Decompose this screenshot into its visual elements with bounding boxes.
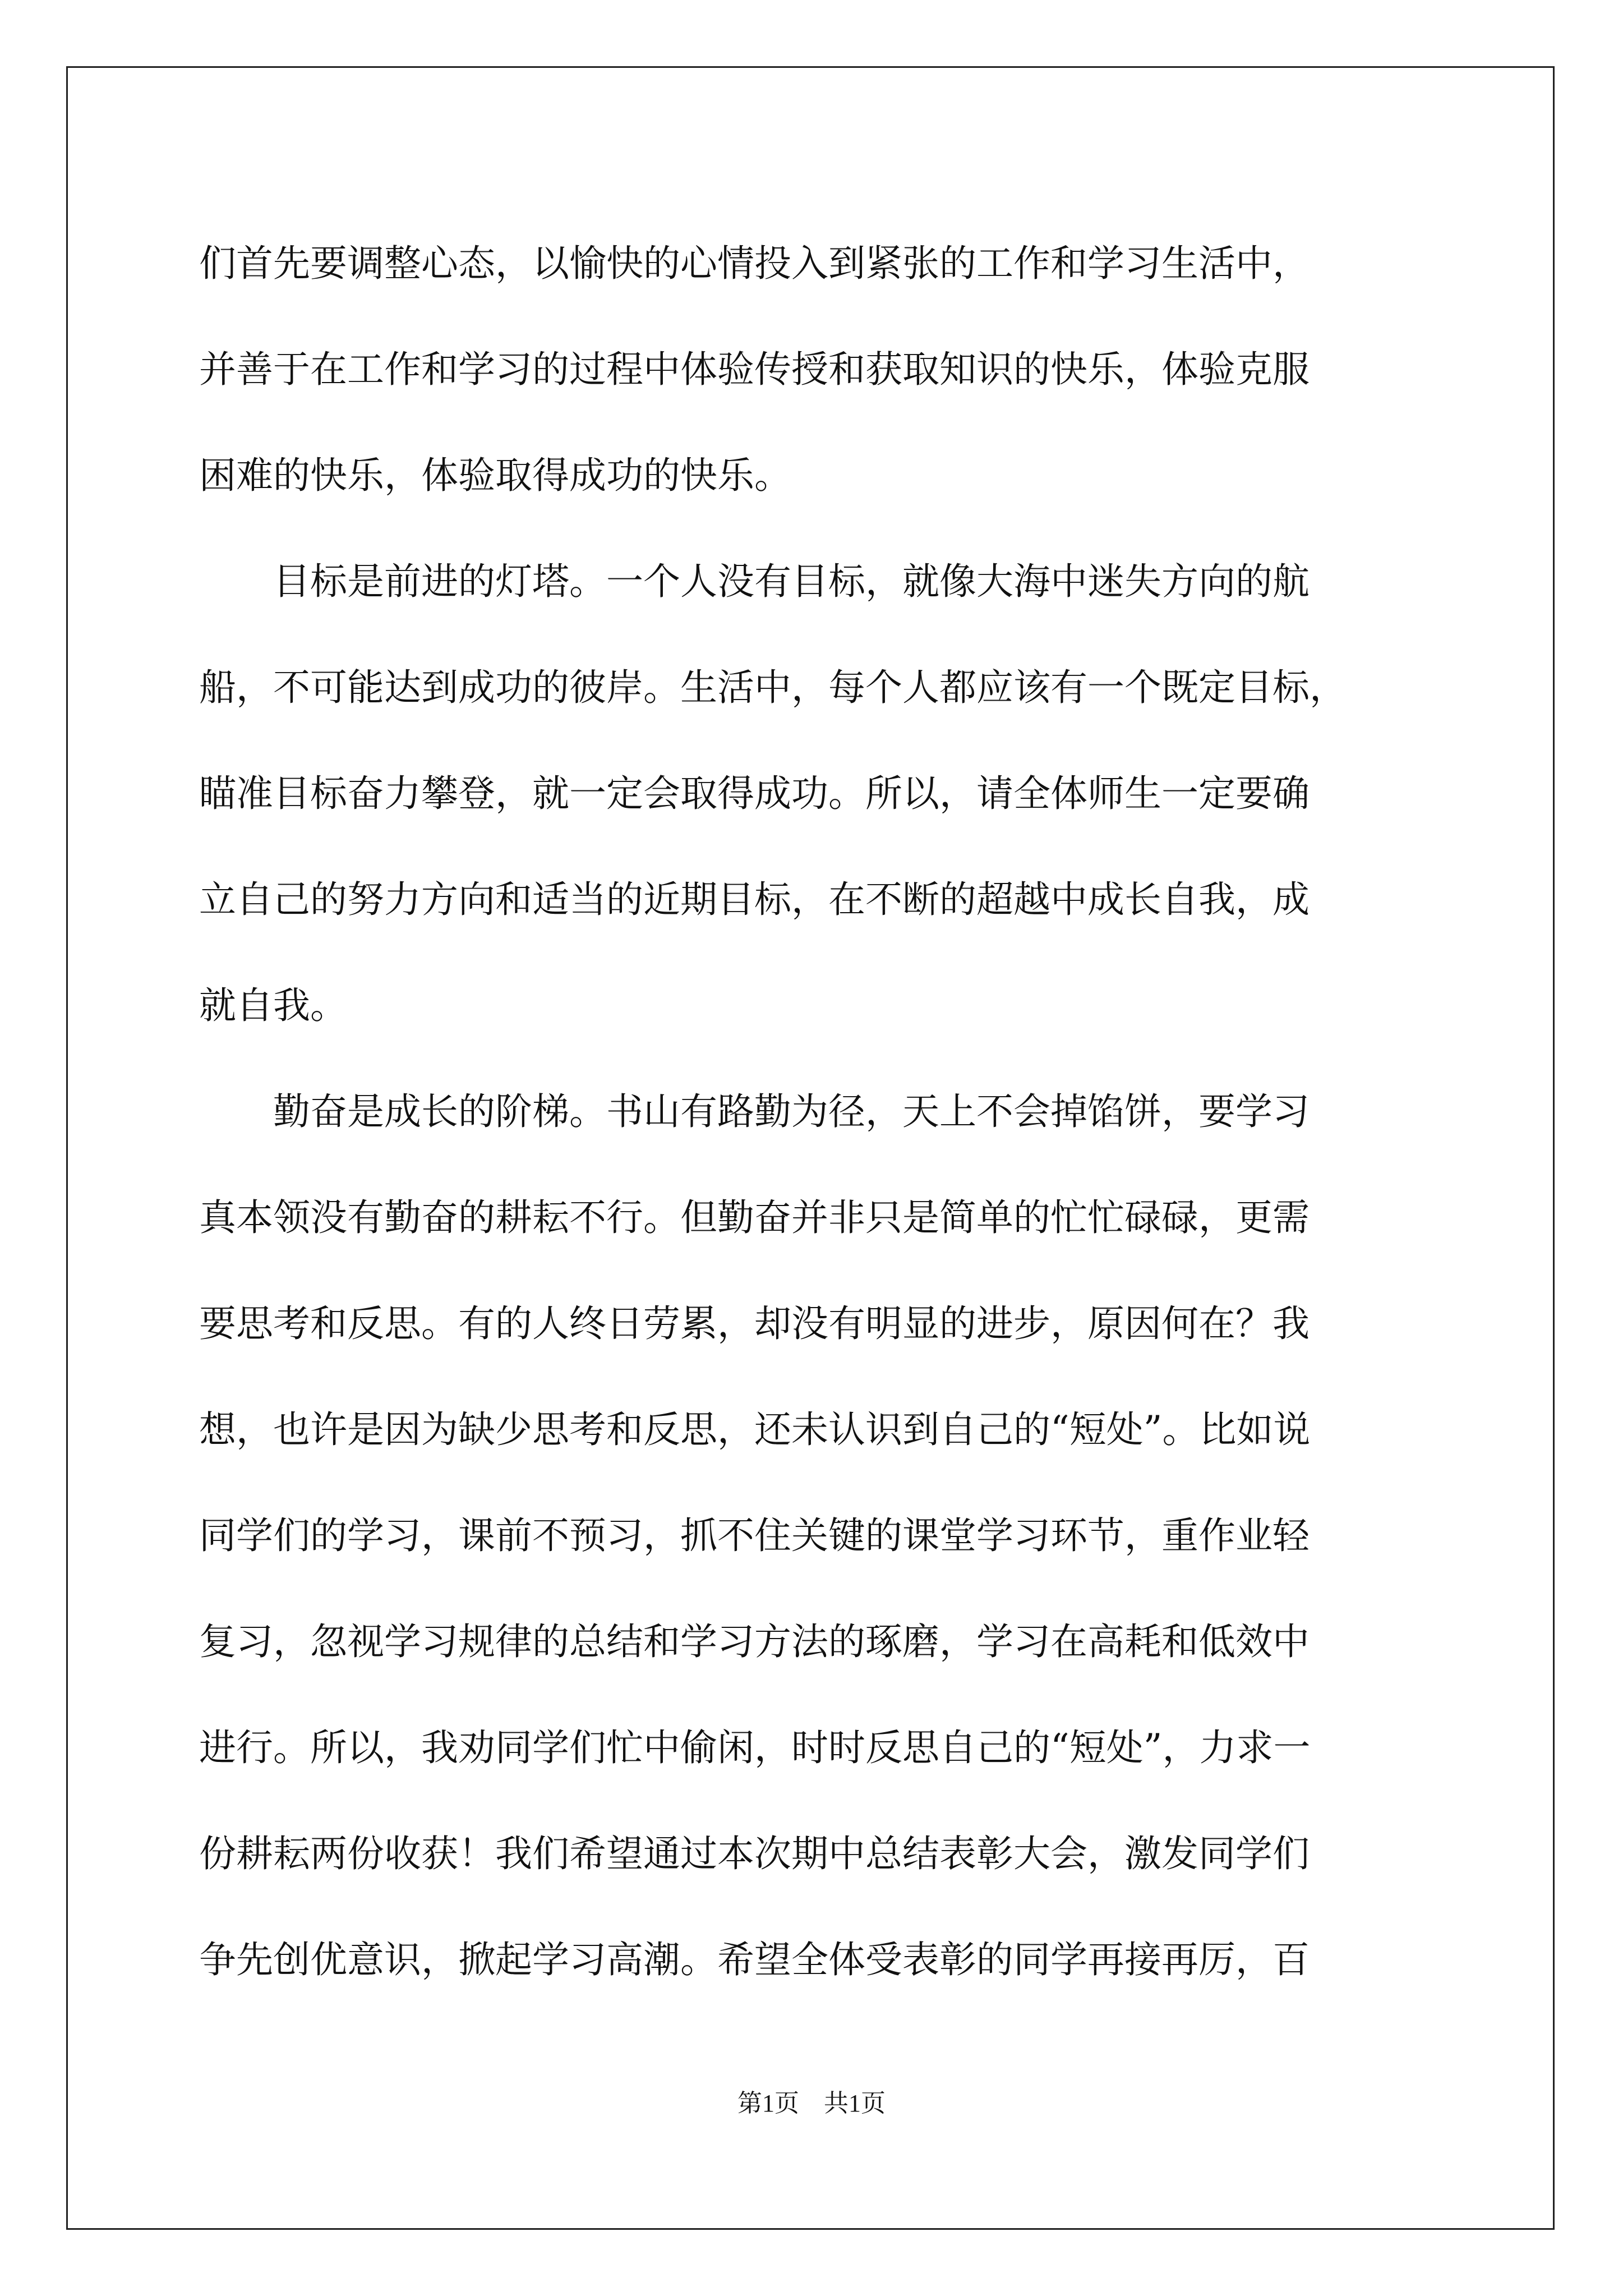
text-line: 困难的快乐，体验取得成功的快乐。	[199, 454, 791, 497]
text-line: 争先创优意识，掀起学习高潮。希望全体受表彰的同学再接再厉，百	[199, 1938, 1310, 1981]
text-line: 立自己的努力方向和适当的近期目标，在不断的超越中成长自我，成	[199, 878, 1310, 921]
text-line: 船，不可能达到成功的彼岸。生活中，每个人都应该有一个既定目标，	[199, 666, 1347, 709]
text-line: 份耕耘两份收获！我们希望通过本次期中总结表彰大会，激发同学们	[199, 1832, 1310, 1875]
text-line: 进行。所以，我劝同学们忙中偷闲，时时反思自己的“短处”，力求一	[199, 1726, 1311, 1769]
text-line: 们首先要调整心态，以愉快的心情投入到紧张的工作和学习生活中，	[199, 242, 1310, 285]
text-line: 瞄准目标奋力攀登，就一定会取得成功。所以，请全体师生一定要确	[199, 772, 1310, 815]
text-line: 并善于在工作和学习的过程中体验传授和获取知识的快乐，体验克服	[199, 348, 1310, 391]
document-body	[199, 210, 1433, 2013]
text-line: 同学们的学习，课前不预习，抓不住关键的课堂学习环节，重作业轻	[199, 1514, 1310, 1557]
text-line: 目标是前进的灯塔。一个人没有目标，就像大海中迷失方向的航	[199, 560, 1310, 603]
text-line: 复习，忽视学习规律的总结和学习方法的琢磨，学习在高耗和低效中	[199, 1620, 1310, 1663]
text-line: 要思考和反思。有的人终日劳累，却没有明显的进步，原因何在？我	[199, 1302, 1310, 1345]
text-line: 真本领没有勤奋的耕耘不行。但勤奋并非只是简单的忙忙碌碌，更需	[199, 1196, 1310, 1239]
text-line: 想，也许是因为缺少思考和反思，还未认识到自己的“短处”。比如说	[199, 1408, 1311, 1451]
text-line: 就自我。	[199, 984, 347, 1027]
page-number-footer: 第1页 共1页	[737, 2090, 886, 2117]
text-line: 勤奋是成长的阶梯。书山有路勤为径，天上不会掉馅饼，要学习	[199, 1090, 1310, 1133]
